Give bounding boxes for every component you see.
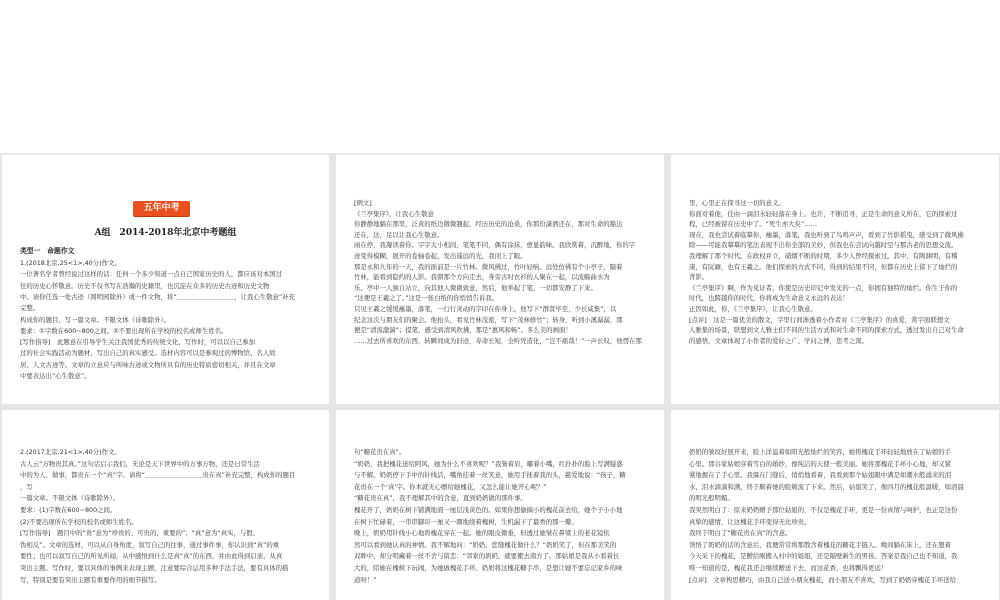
text-line: ……过去所喜欢的东西，转瞬间成为旧迹，寿命长短，全听凭造化，“岂不痛哉！”一声长叹，他愣在那	[354, 336, 642, 345]
text-line: 中要表达出“心生敬意”。	[20, 372, 91, 380]
text-line: 里，心里正在探寻这一切的意义。	[689, 199, 785, 207]
text-line: [点评] 文章构思精巧，由我自己送小朋友槐花，而小朋友不喜欢，写到了奶奶穿槐花手环送给	[689, 575, 957, 584]
document-viewer[interactable]	[0, 153, 1000, 600]
text-line: 心里。那谷家姑娘穿着雪白的婚纱，像纯洁的天使一般美丽。她将那槐花手环小心地，却又紧	[689, 459, 952, 468]
text-line: 一篇文章。不限文体（诗歌除外）。	[20, 494, 120, 503]
text-line: 我理解了那个时代。在政权并立，硝烟不断的时期，多少人曾经探索过。其中，有陶渊明，有稽	[689, 252, 958, 260]
document-page-6[interactable]	[671, 410, 999, 600]
text-line: 奶奶的皱纹好展开来，脸上洋溢着如阳光般灿烂的笑容，她将槐花手环轻轻地放在了姑娘的手	[689, 448, 952, 456]
text-line: [写作指导] 题目中的“贵”意为“珍贵的、可贵的、重要的”；“真”意为“真实，与假、	[20, 529, 260, 538]
text-line: 我突然明白了：原来奶奶赠予那位姑姐的，不仅是槐花手环，更是一份真情与呵护，也正是这份	[689, 506, 958, 514]
text-line: 《兰亭集序》，让我心生敬意	[354, 209, 434, 218]
text-line: 乐。亭中一人独自站立，向其他人微微致意，然后，他举起了笔，一切都安静了下来。	[354, 283, 597, 292]
text-line: 时代，也跨越你的时代，你将成为生命意义永远的表达！	[689, 294, 849, 303]
text-line: 正因如此，你，《兰亭集序》，让我心生敬意。	[689, 305, 817, 313]
text-line: 人雅集的场景，联想到文人雅士们不同的生活方式和对生命不同的探索方式，透过发出自己对生命	[689, 326, 964, 335]
text-line: 《兰亭集序》啊，作为见证者，你使是历史印记中发光的一点，你拥有独特的灿烂。你生于你的	[689, 283, 958, 292]
text-line: 过的社会实践活动为题材，写出自己的真实感受。选材内容可以是参观过的博物馆、名人故	[20, 349, 276, 358]
section-banner: 五年中考	[133, 201, 190, 216]
text-line: 构成你的题目，写一篇文章。不限文体（诗歌除外）。	[20, 315, 171, 324]
text-line: 要求：(1)字数在600~800之间。	[20, 506, 117, 514]
text-line: 唯一知道的是，槐花我还会继续赠送下去，而这花香，也将飘得更远！	[689, 564, 888, 572]
text-line: 突出主题。写作时，要以具体的事例来表现主题，注意要综合运用多种手法手法，要有具体的描	[20, 564, 289, 572]
text-line: 伪相反”。文章的选材，可以从自身角度，叙写自己的往事，通过事件事，你认识到“真”的重	[20, 540, 280, 549]
text-line: 中的为人、做事，都贵在一个“真”字。请将“＿＿＿＿＿＿＿＿＿贵在真”补充完整，构成你的题目	[20, 471, 296, 480]
text-line: 与不解。奶奶停下手中的针线活，嘴角挂着一丝笑意，她用手抚着我的头，慈爱地说：“孩子，糖	[354, 471, 626, 480]
text-line: 要性；也可以叙写自己的所见所闻，从中感悟到什么是真“真”的东西，并由此得到启迪，从真	[20, 552, 283, 561]
page-heading: A组 2014-2018年北京中考题组	[94, 228, 237, 238]
text-line: 竹林，能看到隐约的人影。我朝那个方向走去，身旁古时衣衫的人聚在一起，以流觞曲水为	[354, 273, 610, 282]
text-line: 句“糖花贵在真”。	[354, 448, 406, 456]
text-line: [例文]	[354, 199, 372, 207]
document-page-5[interactable]	[336, 410, 664, 600]
text-line: 今天采下的槐花，是赠给刚搬入村中的姐姐，还是隔壁新生的男孩。答案是我自己也不知道，我	[689, 552, 958, 561]
text-line: 在树下忙碌着，一串串脚印一厘又一圈地绕着槐树，生机漏下了最香的那一瓣。	[354, 517, 578, 526]
text-line: 你面对着他，任由一滴泪水轻轻落在身上。也许，不断追寻，正是生命的意义所在，它的探索过	[689, 209, 958, 218]
document-page-4[interactable]	[2, 410, 329, 600]
text-line: 中。请你任选一处古迹（圆明园除外）或一件文物，将“＿＿＿＿＿＿＿＿＿，让我心生敬意”补充	[20, 292, 296, 301]
text-line: 花贵在一个‘真’字。你本就无心赠给她槐花，又怎么能让她开心呢？”	[354, 482, 547, 491]
text-line: ，写	[20, 482, 33, 491]
text-line: 那是永和九年的一天，我的面前是一片竹林。微风拂过，竹叶轻响。远处仿佛有个小亭子，隔着	[354, 262, 623, 271]
document-page-2[interactable]	[336, 155, 664, 404]
text-line: [点评] 这是一篇优美的散文，字里行间渗透着小作者对《兰亭集序》的喜爱，赏字面联想文	[689, 315, 950, 324]
text-line: 完整。	[20, 304, 40, 313]
text-line: 双眸中，却分明藏着一丝不舍与留恋：“邻家的奶奶，就要搬去南方了。那姑娘是我从小看着长	[354, 552, 620, 561]
section-subheading: 类型一 命题作文	[20, 247, 75, 255]
text-line: 道呀！”	[354, 575, 377, 584]
text-line: 迹变得模糊，展开的卷轴卷起，发出遥远的光，我闭上了眼。	[354, 252, 527, 260]
document-page-1[interactable]	[2, 155, 329, 404]
text-line: 2.(2017北京,21<1>,40分)作文。	[20, 448, 121, 456]
document-page-3[interactable]	[671, 155, 999, 404]
text-line: “这便是王羲之了。”这是一张白纸的你悄悄告诉我。	[354, 294, 499, 303]
text-line: 除——可能我摹摹的笔法表现不出你全部的美妙，但我也在尝试向越时空与那古老的思想交流。	[689, 241, 958, 250]
text-line: 居、人文古迹等。文章的立意应与所咏古迹或文物所具有的历史特质密切相关，并且在文章	[20, 360, 276, 369]
text-line: 写，特别是要有突出主题有重要作用的细节描写。	[20, 575, 161, 584]
text-line: 雨在停，我凝读着你。字字大小相间，笔笔不同，偶有涂抹，愈显韵味。我欣赏着，沉醉地，你的字	[354, 241, 636, 250]
text-line: 的感悟，文章体现了小作者的爱好之广、学问之博，思考之深。	[689, 336, 868, 345]
text-line: 纪念这次与朋友们的聚会。他抬头，看见竹林茂密，写下“茂林修竹”；转身，听到小溪潺潺，那	[354, 315, 623, 324]
text-line: “奶奶，我把槐花送给阿风，她为什么不喜欢呢？”我皱着眉，嘟着小嘴，红扑扑的脸上写满疑惑	[354, 459, 623, 468]
text-line: 往的历史心怀敬意。历史不仅书写在浩瀚的史籍里，也沉淀在众多的历史古迹和历史文物	[20, 281, 270, 290]
text-line: 只见王羲之缓缓蘸墨，落笔，一行行灵动的字印在你身上。他写下“群贤毕至，少长咸集”，以	[354, 305, 617, 313]
text-line: 的明光般明媚。	[689, 494, 734, 503]
text-line: 你静静地躺在那里，泛黄的纸边微微翘起，经历历史的沧桑，你那份潇洒还在，那对生命的豁达	[354, 220, 623, 229]
text-line: [写作指导] 此题意在引导学生关注我国优秀的传统文化，写作时，可以以自己参加	[20, 338, 256, 347]
text-line: 领悟了奶奶的话的含意后，我便常常将那散含着槐花的糖花手链人。晚间躺在床上，还在想着	[689, 540, 952, 549]
text-line: 我终于明白了“糖花贵在真”的含意。	[689, 529, 792, 538]
text-line: 槐花开了，奶奶在树下铺满地面一厘层浅黄色的。如果你想偷摘小的槐花前去给，她个子小小地	[354, 506, 623, 514]
text-line: 便是“清流激湍”；提笔，感受到清风吹拂，那是“惠风和畅”。多么美的画面！	[354, 326, 572, 335]
text-line: 程，已经被留在历史中了。“死生亦大矣”……	[689, 220, 818, 229]
text-line: 然可以看到她认真的神情。我不解地问：“奶奶，您缝槐花做什么？”奶奶笑了，但在那美笑的	[354, 540, 617, 549]
text-line: 还在，这，足以让我心生敬意。	[354, 230, 444, 239]
text-line: 1.(2018北京,25<1>,40分)作文。	[20, 259, 121, 267]
text-line: 大的，陪她在槐树下玩闹，为她做槐花手环。奶奶将这槐花糖手串，是想让她不要忘记家乡的味	[354, 564, 623, 572]
text-line: 古人云“万物贵其真。”这句话启示我们，无论是天下世界中的万事万物，还是日常生活	[20, 459, 260, 468]
text-line: 水，泪水滴滴和满，终于顺着她的脸颊流了下来。然后，姑姐笑了，像四月的槐花般温暖，如清晨	[689, 482, 964, 491]
text-line: 要求：①字数在600~800之间。②不要出现所在学校的校名或师生姓名。	[20, 326, 228, 335]
text-line: 紧地握在了手心里。我躲在门缝后，悄悄地看着，我看到那个姑姐眼中满是如潮水般涌来的泪	[689, 471, 952, 480]
text-line: 一位著名学者曾经说过这样的话：任何一个多少知道一点自己国家历史的人，都应该对本国过	[20, 270, 283, 279]
text-line: 现在，我也尝试着临摹你，蘸墨，落笔，我也听到了鸟鸣声声，看到了竹影摇曳，感受到了微风拂	[689, 230, 964, 239]
text-line: 背影。	[689, 273, 709, 282]
text-line: (2)不要出现所在学校的校名或师生姓名。	[20, 517, 138, 526]
text-line: 真挚的感情，让这槐花手环变得无比珍贵。	[689, 517, 811, 526]
text-line: 康，有阮籍，也有王羲之。他们探索的方式不同，得到的结果不同，但都在历史上留下了灿烂的	[689, 262, 958, 271]
text-line: 晚上，奶奶用针线小心地将槐花穿在一起。她的眼皮微垂，但透过她皱在鼻梁上的老花镜依	[354, 529, 610, 538]
text-line: “糖花贵在真”，我不理解其中的含意，直到奶奶做的那件事。	[354, 494, 527, 503]
